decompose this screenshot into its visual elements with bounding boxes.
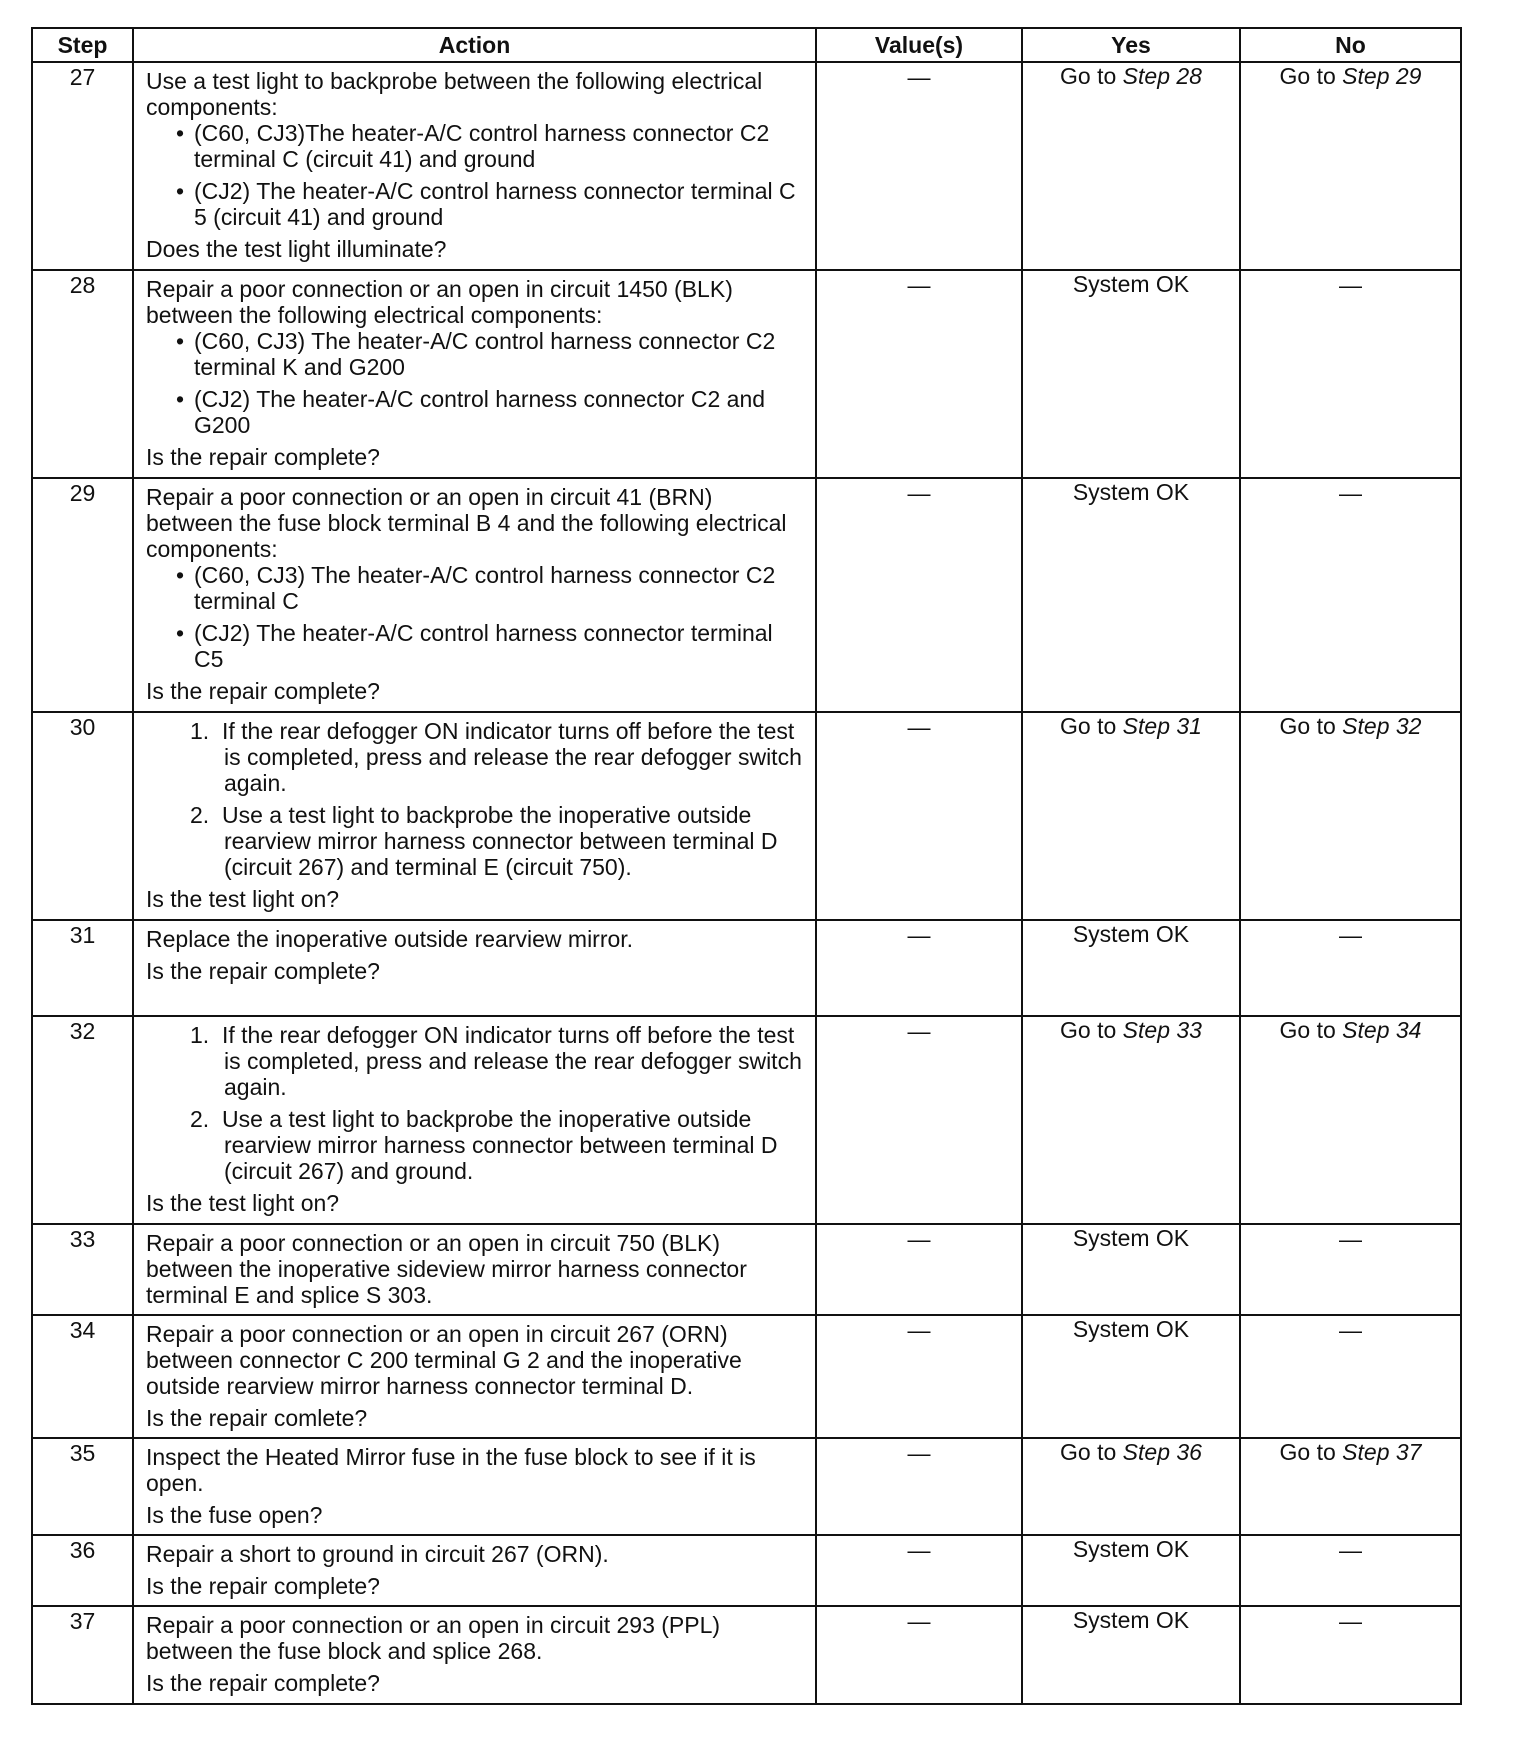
list-number: 1. xyxy=(190,718,222,744)
step-number: 35 xyxy=(32,1438,133,1535)
action-intro: Repair a short to ground in circuit 267 (ORN). xyxy=(146,1541,609,1567)
no-step-link: Step 32 xyxy=(1342,713,1422,739)
list-number: 1. xyxy=(190,1022,222,1048)
step-number: 36 xyxy=(32,1535,133,1606)
no-cell xyxy=(1240,712,1461,920)
no-cell: — xyxy=(1240,1535,1461,1606)
step-number: 37 xyxy=(32,1606,133,1704)
action-cell xyxy=(133,920,816,1016)
value-cell: — xyxy=(816,920,1022,1016)
value-cell: — xyxy=(816,478,1022,712)
diagnostic-table xyxy=(31,27,1462,1705)
action-step-1 xyxy=(166,1022,805,1100)
value-cell: — xyxy=(816,62,1022,270)
action-question: Is the repair complete? xyxy=(146,1670,380,1696)
action-intro: Repair a poor connection or an open in circuit 293 (PPL) between the fuse block and splice 268. xyxy=(146,1612,721,1664)
table-row xyxy=(32,1016,1461,1224)
no-prefix: Go to xyxy=(1279,63,1336,89)
action-question: Is the repair complete? xyxy=(146,1573,380,1599)
value-cell: — xyxy=(816,1315,1022,1438)
value-cell: — xyxy=(816,1016,1022,1224)
yes-cell xyxy=(1022,1016,1240,1224)
action-cell xyxy=(133,270,816,478)
action-bullet: • (C60, CJ3) The heater-A/C control harness connector C2 terminal K and G200 xyxy=(158,328,805,380)
no-cell: — xyxy=(1240,1224,1461,1315)
no-cell: — xyxy=(1240,478,1461,712)
action-question: Is the repair complete? xyxy=(146,958,380,984)
no-cell: — xyxy=(1240,1606,1461,1704)
action-question: Is the repair comlete? xyxy=(146,1405,368,1431)
action-intro: Inspect the Heated Mirror fuse in the fuse block to see if it is open. xyxy=(146,1444,756,1496)
no-cell xyxy=(1240,62,1461,270)
action-intro: Repair a poor connection or an open in circuit 41 (BRN) between the fuse block terminal B 4 and the following electrical components: xyxy=(146,484,787,562)
col-header-action: Action xyxy=(133,28,816,62)
yes-prefix: Go to xyxy=(1060,63,1117,89)
step-number: 28 xyxy=(32,270,133,478)
table-row xyxy=(32,1535,1461,1606)
yes-cell: System OK xyxy=(1022,478,1240,712)
action-question: Does the test light illuminate? xyxy=(146,236,447,262)
yes-cell xyxy=(1022,1438,1240,1535)
value-cell: — xyxy=(816,1224,1022,1315)
value-cell: — xyxy=(816,712,1022,920)
no-cell: — xyxy=(1240,1315,1461,1438)
no-cell xyxy=(1240,1016,1461,1224)
table-row xyxy=(32,920,1461,1016)
action-bullet: • (C60, CJ3)The heater-A/C control harness connector C2 terminal C (circuit 41) and ground xyxy=(158,120,805,172)
no-cell xyxy=(1240,1438,1461,1535)
yes-cell: System OK xyxy=(1022,1535,1240,1606)
table-row xyxy=(32,1224,1461,1315)
action-cell xyxy=(133,1224,816,1315)
action-step-text: If the rear defogger ON indicator turns off before the test is completed, press and release the rear defogger switch again. xyxy=(221,718,802,796)
action-question: Is the test light on? xyxy=(146,1190,340,1216)
value-cell: — xyxy=(816,1438,1022,1535)
no-cell: — xyxy=(1240,920,1461,1016)
action-bullet: • (CJ2) The heater-A/C control harness connector terminal C 5 (circuit 41) and ground xyxy=(158,178,805,230)
yes-prefix: Go to xyxy=(1060,1017,1117,1043)
action-bullet: • (C60, CJ3) The heater-A/C control harness connector C2 terminal C xyxy=(158,562,805,614)
yes-prefix: Go to xyxy=(1060,713,1117,739)
step-number: 34 xyxy=(32,1315,133,1438)
action-question: Is the fuse open? xyxy=(146,1502,323,1528)
list-number: 2. xyxy=(190,1106,222,1132)
no-step-link: Step 29 xyxy=(1342,63,1422,89)
step-number: 29 xyxy=(32,478,133,712)
yes-step-link: Step 33 xyxy=(1122,1017,1202,1043)
no-prefix: Go to xyxy=(1279,1017,1336,1043)
yes-step-link: Step 36 xyxy=(1122,1439,1202,1465)
yes-cell: System OK xyxy=(1022,1606,1240,1704)
table-header-row xyxy=(32,28,1461,62)
yes-cell: System OK xyxy=(1022,270,1240,478)
action-bullet: • (CJ2) The heater-A/C control harness connector C2 and G200 xyxy=(158,386,805,438)
action-intro: Repair a poor connection or an open in circuit 750 (BLK) between the inoperative sideview mirror harness connector terminal E and splice S 303. xyxy=(146,1230,747,1308)
action-cell xyxy=(133,712,816,920)
step-number: 30 xyxy=(32,712,133,920)
table-row xyxy=(32,62,1461,270)
action-cell xyxy=(133,1535,816,1606)
action-cell xyxy=(133,1438,816,1535)
yes-cell: System OK xyxy=(1022,920,1240,1016)
no-step-link: Step 34 xyxy=(1342,1017,1422,1043)
table-row xyxy=(32,1438,1461,1535)
action-step-2 xyxy=(166,1106,805,1184)
table-row xyxy=(32,712,1461,920)
col-header-values: Value(s) xyxy=(816,28,1022,62)
col-header-no: No xyxy=(1240,28,1461,62)
yes-cell xyxy=(1022,62,1240,270)
action-step-text: Use a test light to backprobe the inoperative outside rearview mirror harness connector between terminal D (circuit 267) and ground. xyxy=(221,1106,778,1184)
action-bullet: • (CJ2) The heater-A/C control harness connector terminal C5 xyxy=(158,620,805,672)
col-header-yes: Yes xyxy=(1022,28,1240,62)
yes-cell xyxy=(1022,712,1240,920)
value-cell: — xyxy=(816,1535,1022,1606)
action-question: Is the test light on? xyxy=(146,886,340,912)
col-header-step: Step xyxy=(32,28,133,62)
action-cell xyxy=(133,62,816,270)
yes-prefix: Go to xyxy=(1060,1439,1117,1465)
action-cell xyxy=(133,1016,816,1224)
no-prefix: Go to xyxy=(1279,1439,1336,1465)
action-intro: Replace the inoperative outside rearview mirror. xyxy=(146,926,634,952)
action-cell xyxy=(133,1315,816,1438)
step-number: 32 xyxy=(32,1016,133,1224)
step-number: 31 xyxy=(32,920,133,1016)
yes-step-link: Step 28 xyxy=(1122,63,1202,89)
action-step-text: If the rear defogger ON indicator turns off before the test is completed, press and release the rear defogger switch again. xyxy=(221,1022,802,1100)
table-row xyxy=(32,270,1461,478)
table-row xyxy=(32,478,1461,712)
action-step-1 xyxy=(166,718,805,796)
value-cell: — xyxy=(816,1606,1022,1704)
no-step-link: Step 37 xyxy=(1342,1439,1422,1465)
yes-cell: System OK xyxy=(1022,1224,1240,1315)
value-cell: — xyxy=(816,270,1022,478)
action-cell xyxy=(133,478,816,712)
action-intro: Repair a poor connection or an open in circuit 1450 (BLK) between the following electrical components: xyxy=(146,276,733,328)
action-intro: Use a test light to backprobe between the following electrical components: xyxy=(146,68,763,120)
no-prefix: Go to xyxy=(1279,713,1336,739)
action-cell xyxy=(133,1606,816,1704)
step-number: 33 xyxy=(32,1224,133,1315)
action-step-text: Use a test light to backprobe the inoperative outside rearview mirror harness connector between terminal D (circuit 267) and terminal E (circuit 750). xyxy=(221,802,778,880)
table-row xyxy=(32,1315,1461,1438)
yes-cell: System OK xyxy=(1022,1315,1240,1438)
table-row xyxy=(32,1606,1461,1704)
step-number: 27 xyxy=(32,62,133,270)
action-step-2 xyxy=(166,802,805,880)
list-number: 2. xyxy=(190,802,222,828)
action-intro: Repair a poor connection or an open in circuit 267 (ORN) between connector C 200 terminal G 2 and the inoperative outside rearview mirror harness connector terminal D. xyxy=(146,1321,742,1399)
action-question: Is the repair complete? xyxy=(146,444,380,470)
no-cell: — xyxy=(1240,270,1461,478)
yes-step-link: Step 31 xyxy=(1122,713,1202,739)
action-question: Is the repair complete? xyxy=(146,678,380,704)
